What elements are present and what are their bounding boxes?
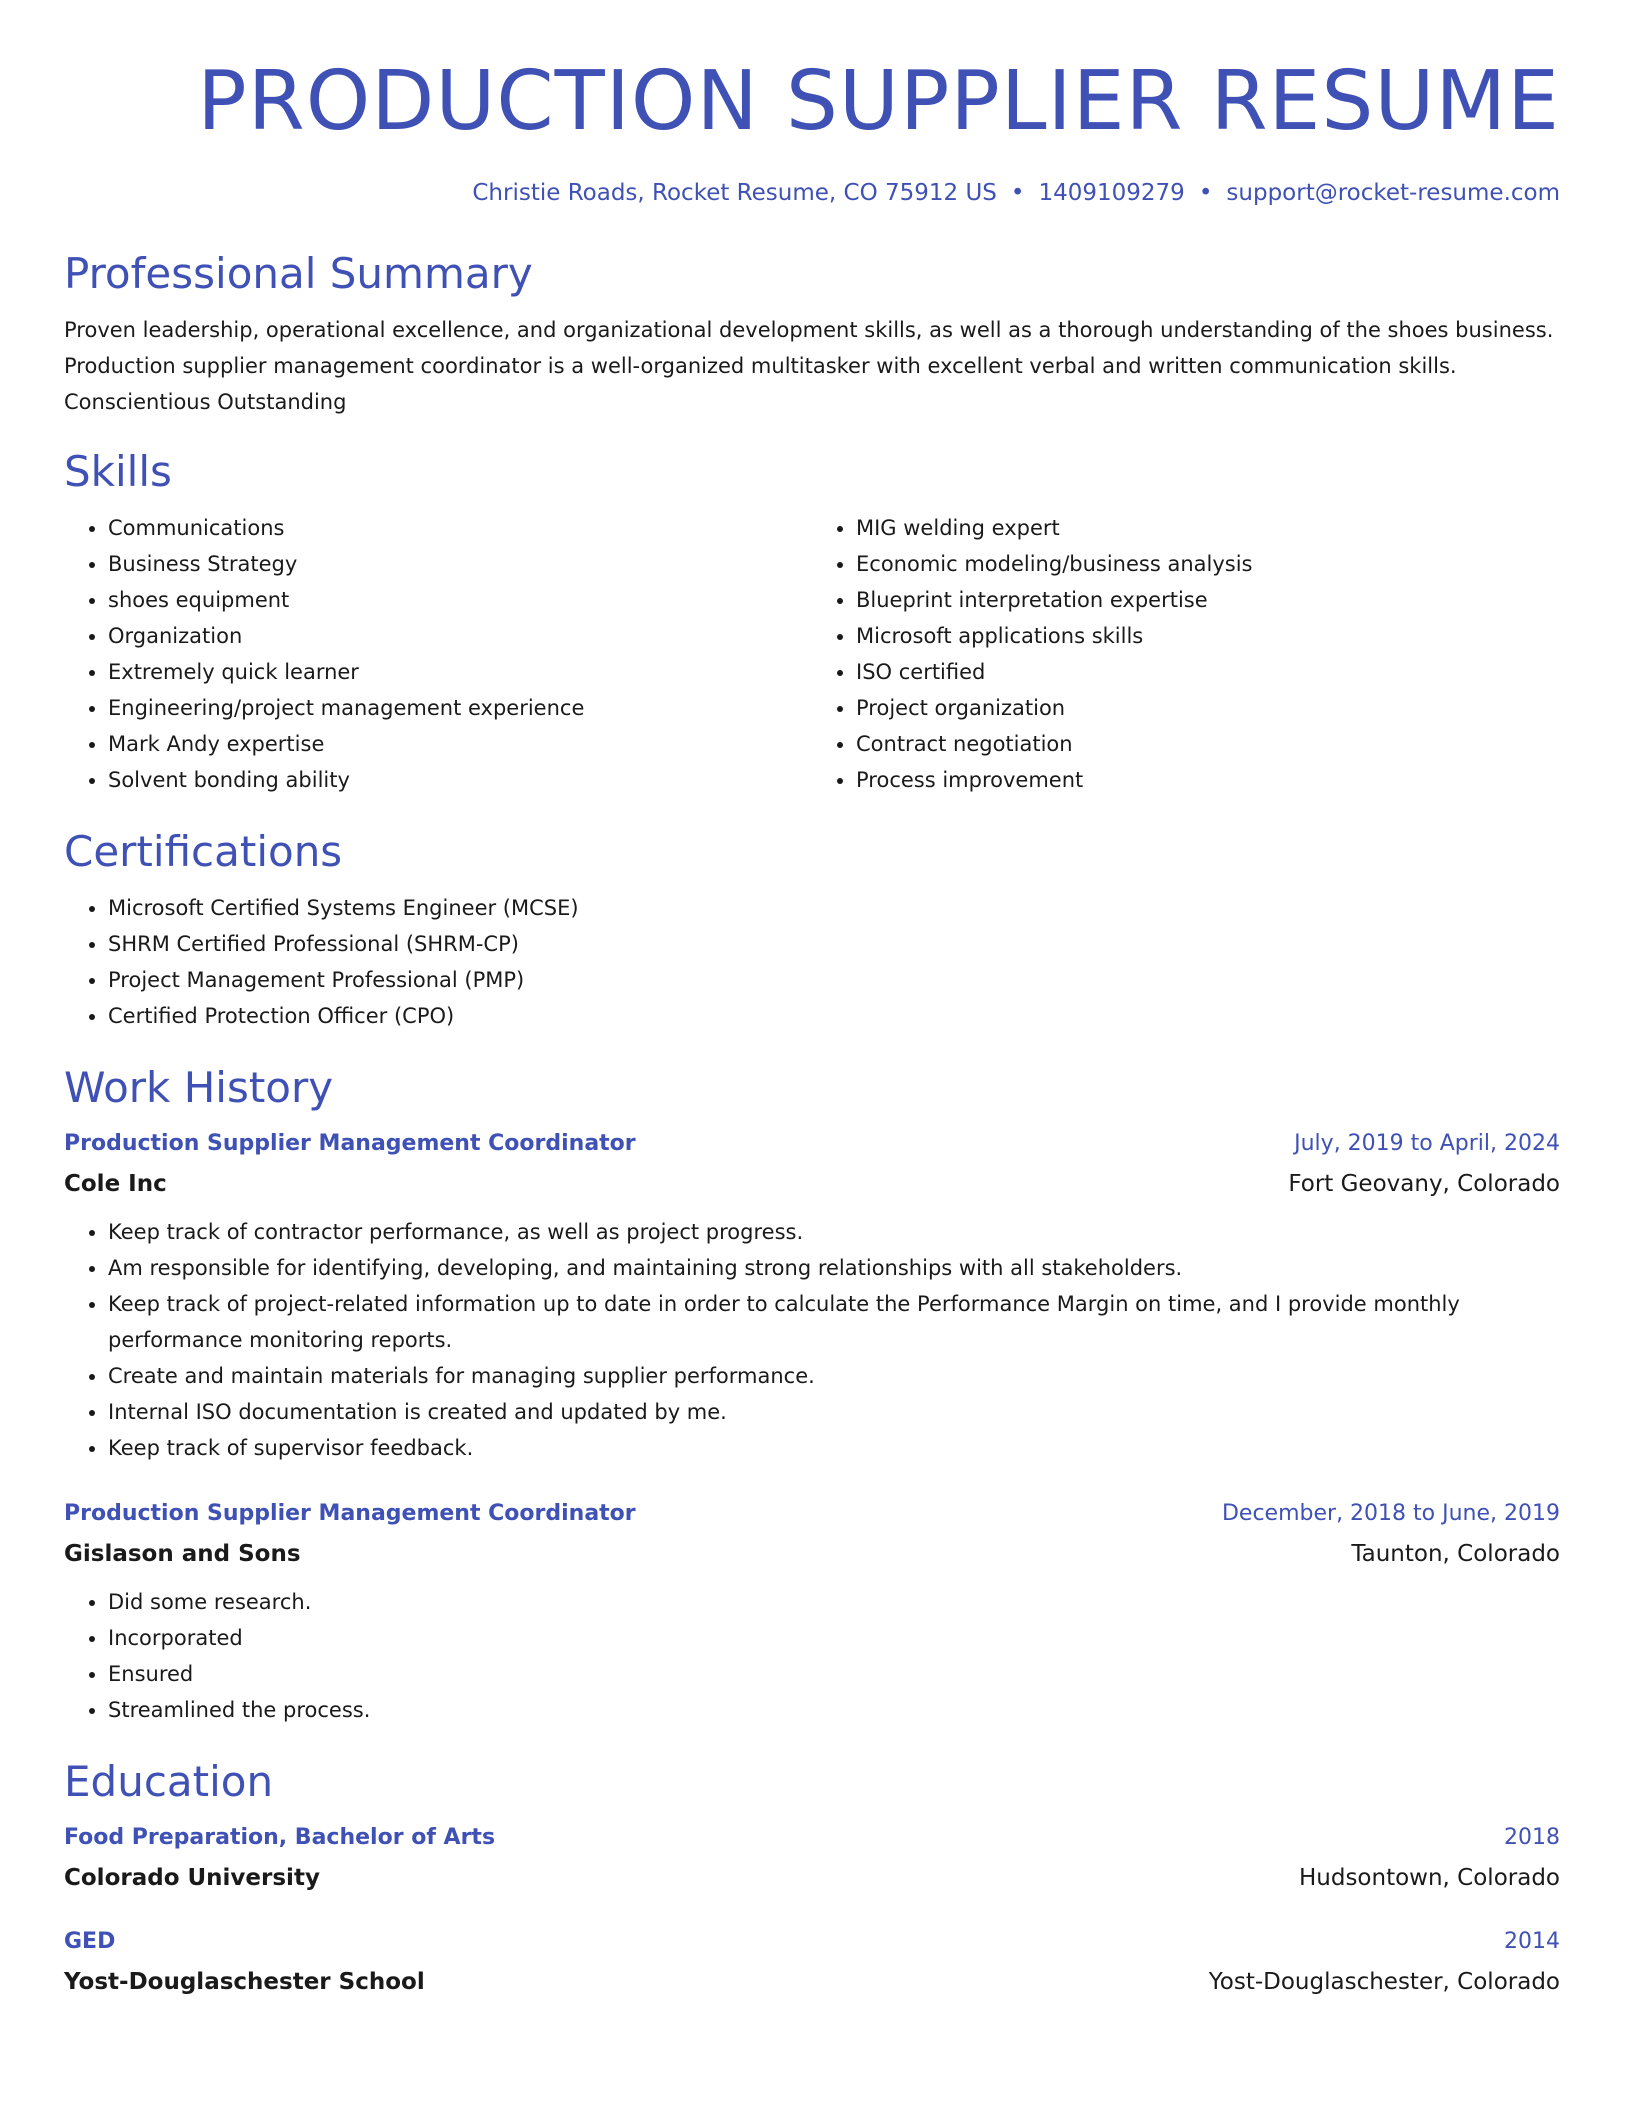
section-title-work-history: Work History [64, 1063, 334, 1112]
job-bullet: • Keep track of contractor performance, as well as project progress. [108, 1214, 1560, 1250]
job-org-row [64, 1168, 1560, 1200]
job-bullet: • Internal ISO documentation is created and updated by me. [108, 1394, 1560, 1430]
skills-columns [64, 510, 1560, 798]
job-location: Taunton, Colorado [1351, 1541, 1560, 1567]
school-location: Yost-Douglaschester, Colorado [1208, 1969, 1560, 1995]
skill-item: • MIG welding expert [856, 510, 1560, 546]
skill-item: • Blueprint interpretation expertise [856, 582, 1560, 618]
job-company: Gislason and Sons [64, 1541, 301, 1567]
skill-item: • Communications [108, 510, 812, 546]
job-location: Fort Geovany, Colorado [1288, 1171, 1560, 1197]
contact-phone: 1409109279 [1038, 180, 1185, 206]
degree-title: GED [64, 1929, 116, 1954]
contact-email[interactable]: support@rocket-resume.com [1226, 180, 1560, 206]
job-entry [64, 1128, 1560, 1466]
skill-item: • Economic modeling/business analysis [856, 546, 1560, 582]
skill-item: • Project organization [856, 690, 1560, 726]
skill-item: • shoes equipment [108, 582, 812, 618]
education-year: 2014 [1504, 1929, 1560, 1954]
section-title-summary: Professional Summary [64, 249, 533, 298]
contact-address: Christie Roads, Rocket Resume, CO 75912 US [472, 180, 997, 206]
work-history-section [64, 1062, 1560, 1728]
job-org-row [64, 1538, 1560, 1570]
contact-line [64, 178, 1560, 208]
job-bullet: • Keep track of supervisor feedback. [108, 1430, 1560, 1466]
skill-item: • Mark Andy expertise [108, 726, 812, 762]
skill-item: • Contract negotiation [856, 726, 1560, 762]
separator-dot: • [1198, 180, 1213, 206]
job-dates: December, 2018 to June, 2019 [1221, 1501, 1560, 1526]
job-bullet: • Ensured [108, 1656, 1560, 1692]
job-bullet: • Incorporated [108, 1620, 1560, 1656]
section-title-education: Education [64, 1757, 274, 1806]
job-bullet: • Did some research. [108, 1584, 1560, 1620]
skill-item: • Process improvement [856, 762, 1560, 798]
education-year: 2018 [1504, 1825, 1560, 1850]
education-header [64, 1822, 1560, 1854]
degree-title: Food Preparation, Bachelor of Arts [64, 1825, 496, 1850]
job-title: Production Supplier Management Coordinator [64, 1131, 636, 1156]
skill-item: • Engineering/project management experience [108, 690, 812, 726]
job-entry [64, 1498, 1560, 1728]
skill-item: • Business Strategy [108, 546, 812, 582]
skill-item: • Organization [108, 618, 812, 654]
certifications-list [64, 890, 1560, 1034]
education-entry [64, 1822, 1560, 1894]
job-bullet: • Keep track of project-related information up to date in order to calculate the Performance Margin on time, and I provide monthly performance monitoring reports. [108, 1286, 1560, 1358]
resume-title: PRODUCTION SUPPLIER RESUME [197, 54, 1560, 149]
job-header [64, 1128, 1560, 1160]
certification-item: • Project Management Professional (PMP) [108, 962, 1560, 998]
resume-page [64, 0, 1560, 1998]
certification-item: • Certified Protection Officer (CPO) [108, 998, 1560, 1034]
education-section [64, 1756, 1560, 1998]
job-bullet: • Create and maintain materials for managing supplier performance. [108, 1358, 1560, 1394]
skill-item: • ISO certified [856, 654, 1560, 690]
job-header [64, 1498, 1560, 1530]
job-bullets [64, 1584, 1560, 1728]
certifications-section [64, 826, 1560, 1034]
job-bullets [64, 1214, 1560, 1466]
skills-list-right [812, 510, 1560, 798]
certification-item: • Microsoft Certified Systems Engineer (MCSE) [108, 890, 1560, 926]
education-entry [64, 1926, 1560, 1998]
school-name: Colorado University [64, 1865, 320, 1891]
job-company: Cole Inc [64, 1171, 167, 1197]
skill-item: • Solvent bonding ability [108, 762, 812, 798]
separator-dot: • [1010, 180, 1025, 206]
education-org-row [64, 1966, 1560, 1998]
skills-section [64, 446, 1560, 798]
school-location: Hudsontown, Colorado [1298, 1865, 1560, 1891]
school-name: Yost-Douglaschester School [64, 1969, 425, 1995]
certification-item: • SHRM Certified Professional (SHRM-CP) [108, 926, 1560, 962]
summary-text: Proven leadership, operational excellence, and organizational development skills, as well as a thorough understanding of the shoes business. Production supplier management coordinator is a well-organized multitasker with excellent verbal and written communication skills. Conscientious Outstanding [64, 318, 1554, 414]
section-title-skills: Skills [64, 447, 172, 496]
job-title: Production Supplier Management Coordinator [64, 1501, 636, 1526]
job-dates: July, 2019 to April, 2024 [1294, 1131, 1560, 1156]
section-title-certifications: Certifications [64, 827, 343, 876]
job-bullet: • Streamlined the process. [108, 1692, 1560, 1728]
skill-item: • Extremely quick learner [108, 654, 812, 690]
skill-item: • Microsoft applications skills [856, 618, 1560, 654]
education-org-row [64, 1862, 1560, 1894]
education-header [64, 1926, 1560, 1958]
job-bullet: • Am responsible for identifying, developing, and maintaining strong relationships with all stakeholders. [108, 1250, 1560, 1286]
summary-section [64, 248, 1560, 420]
skills-list-left [64, 510, 812, 798]
